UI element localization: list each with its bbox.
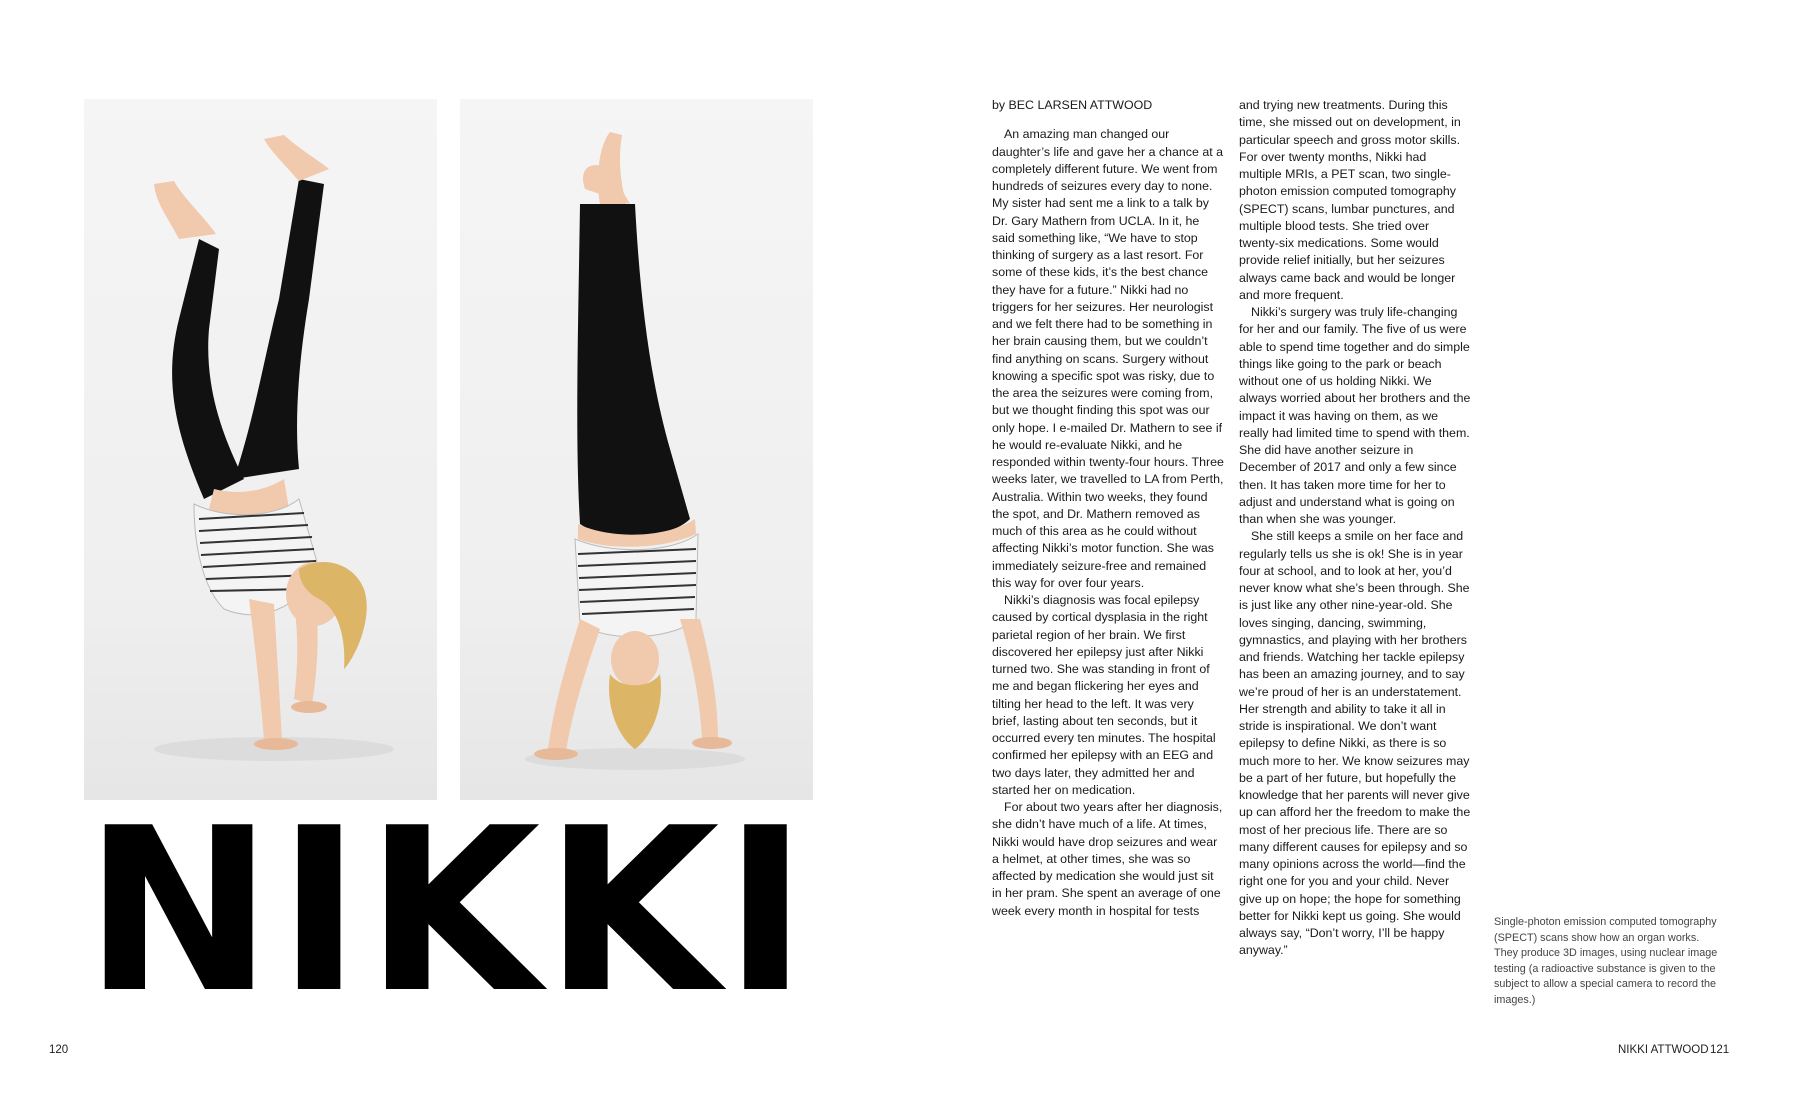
paragraph: An amazing man changed our daughter’s life and gave her a chance at a completely different future. We went from hundreds of seizures every day to none. My sister had sent me a link to a talk by Dr. Gary Mathern from UCLA. In it, he said something like, “We have to stop thinking of surgery as a last resort. For some of these kids, it’s the best chance they have for a future.” Nikki had no triggers for her seizures. Her neurologist and we felt there had to be something in her brain causing them, but we couldn’t find anything on scans. Surgery without knowing a specific spot was risky, due to the area the seizures were coming from, but we thought finding this spot was our only hope. I e-mailed Dr. Mathern to see if he would re-evaluate Nikki, and he responded within twenty-four hours. Three weeks later, we travelled to LA from Perth, Australia. Within two weeks, they found the spot, and Dr. Mathern removed as much of this area as he could without affecting Nikki’s motor function. She was immediately seizure-free and remained this way for over four years.	[992, 127, 1224, 590]
girl-handstand-photo	[460, 99, 813, 800]
byline: by BEC LARSEN ATTWOOD	[992, 98, 1153, 112]
sidebar-caption: Single-photon emission computed tomography (SPECT) scans show how an organ works. They produce 3D images, using nuclear image testing (a radioactive substance is given to the subject to allow a special camera to record the images.)	[1494, 916, 1718, 1006]
page-number-right: 121	[1710, 1044, 1730, 1056]
article-title: NIKKI	[84, 814, 812, 1010]
running-head: NIKKI ATTWOOD	[1618, 1044, 1709, 1056]
text-column-2	[1239, 97, 1471, 1012]
paragraph: For about two years after her diagnosis, she didn’t have much of a life. At times, Nikki would have drop seizures and wear a helmet, at other times, she was so affected by medication she would just sit in her pram. She spent an average of one week every month in hospital for tests	[992, 800, 1223, 918]
paragraph: She still keeps a smile on her face and regularly tells us she is ok! She is in year four at school, and to look at her, you’d never know what she’s been through. She is just like any other nine-year-old. She loves singing, dancing, swimming, gymnastics, and playing with her brothers and friends. Watching her tackle epilepsy has been an amazing journey, and to say we’re proud of her is an understatement. Her strength and ability to take it all in stride is inspirational. We don’t want epilepsy to define Nikki, as there is so much more to her. We know seizures may be a part of her future, but hopefully the knowledge that her parents will never give up can afford her the freedom to make the most of her precious life. There are so many different causes for epilepsy and so many opinions across the world—find the right one for you and your child. Never give up on hope; the hope for something better for Nikki kept us going. She would always say, “Don’t worry, I’ll be happy anyway.”	[1239, 529, 1471, 958]
paragraph: Nikki’s surgery was truly life-changing for her and our family. The five of us were able to spend time together and do simple things like going to the park or beach without one of us holding Nikki. We always worried about her brothers and the impact it was having on them, as we really had limited time to spend with them. She did have another seizure in December of 2017 and only a few since then. It has taken more time for her to adjust and understand what is going on than when she was younger.	[1239, 305, 1471, 526]
paragraph: Nikki’s diagnosis was focal epilepsy caused by cortical dysplasia in the right parietal region of her brain. We first discovered her epilepsy just after Nikki turned two. She was standing in front of me and began flickering her eyes and tilting her head to the left. It was very brief, lasting about ten seconds, but it occurred every ten minutes. The hospital confirmed her epilepsy with an EEG and two days later, they admitted her and started her on medication.	[992, 593, 1216, 797]
page-number-left: 120	[49, 1044, 69, 1056]
text-column-1	[992, 97, 1224, 1012]
paragraph: and trying new treatments. During this time, she missed out on development, in particular speech and gross motor skills. For over twenty months, Nikki had multiple MRIs, a PET scan, two single-photon emission computed tomography (SPECT) scans, lumbar punctures, and multiple blood tests. She tried over twenty-six medications. Some would provide relief initially, but her seizures always came back and would be longer and more frequent.	[1239, 98, 1461, 302]
girl-cartwheel-photo	[84, 99, 437, 800]
